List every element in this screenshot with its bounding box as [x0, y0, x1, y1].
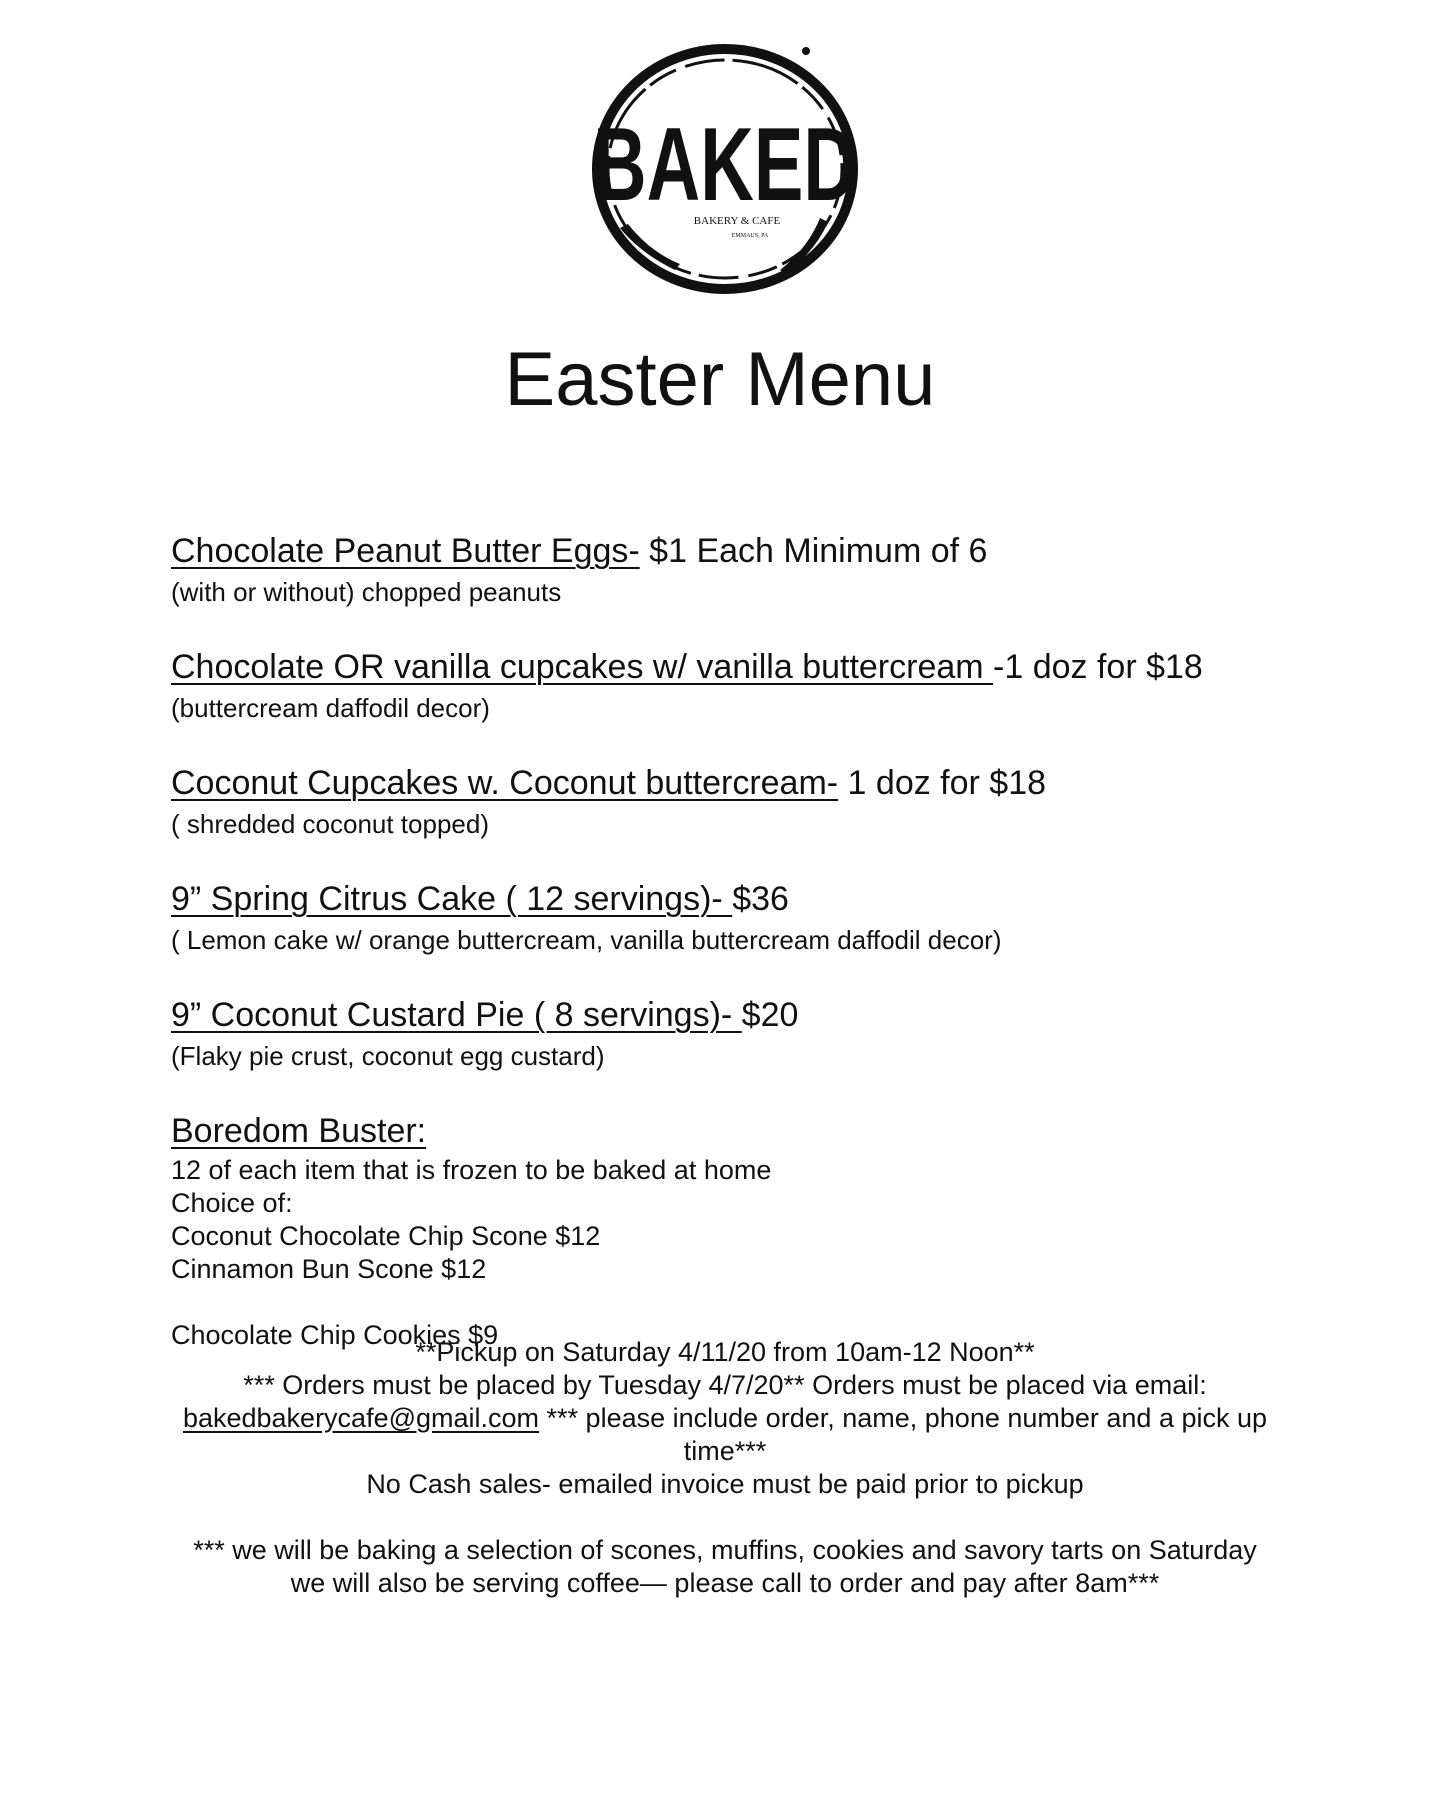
menu-item-header	[171, 876, 1401, 922]
menu-item-price: $1 Each Minimum of 6	[639, 532, 988, 570]
menu-item-price: -1 doz for $18	[993, 648, 1203, 686]
menu-item-price: $36	[732, 880, 789, 918]
logo-ink-splash	[802, 47, 810, 55]
menu-item	[171, 876, 1401, 958]
orders-note	[180, 1369, 1270, 1468]
menu-item-note: (Flaky pie crust, coconut egg custard)	[171, 1041, 605, 1071]
pickup-note: **Pickup on Saturday 4/11/20 from 10am-12 Noon**	[415, 1337, 1035, 1367]
baked-logo	[580, 38, 870, 300]
menu-item-header	[171, 992, 1401, 1038]
boredom-buster-heading-text: Boredom Buster:	[171, 1112, 427, 1150]
menu-item-header	[171, 528, 1401, 574]
boredom-buster-line: Choice of:	[171, 1188, 293, 1218]
menu-item-name: Chocolate OR vanilla cupcakes w/ vanilla buttercream	[171, 648, 994, 686]
menu-item-price: 1 doz for $18	[838, 764, 1047, 802]
logo-ink-drop	[641, 261, 647, 267]
menu-list	[171, 528, 1401, 1386]
spacer	[180, 1501, 1270, 1534]
boredom-buster-heading	[171, 1108, 1401, 1154]
payment-note: No Cash sales- emailed invoice must be paid prior to pickup	[366, 1469, 1084, 1499]
boredom-buster-line: 12 of each item that is frozen to be baked at home	[171, 1155, 772, 1185]
menu-item-name: Coconut Cupcakes w. Coconut buttercream-	[171, 764, 839, 802]
menu-item-price: $20	[741, 996, 799, 1034]
menu-item-header	[171, 760, 1401, 806]
menu-item	[171, 528, 1401, 610]
menu-item-note: (buttercream daffodil decor)	[171, 693, 490, 723]
spacer	[171, 1286, 1401, 1319]
boredom-buster-extra: Chocolate Chip Cookies $9	[171, 1320, 499, 1350]
orders-note-suffix: *** please include order, name, phone number and a pick up time***	[539, 1403, 1268, 1466]
logo-location-text: EMMAUS, PA	[731, 233, 769, 239]
boredom-buster-section	[171, 1108, 1401, 1352]
email-link[interactable]: bakedbakerycafe@gmail.com	[182, 1403, 540, 1433]
menu-item-note: ( shredded coconut topped)	[171, 809, 489, 839]
footer-notes	[180, 1336, 1270, 1600]
menu-item	[171, 644, 1401, 726]
boredom-buster-line: Cinnamon Bun Scone $12	[171, 1254, 487, 1284]
saturday-note: *** we will be baking a selection of scones, muffins, cookies and savory tarts on Saturday we will also be serving coffee— please call to order and pay after 8am***	[193, 1535, 1257, 1598]
menu-item	[171, 760, 1401, 842]
logo-brand-text: BAKED	[593, 107, 857, 223]
menu-item-header	[171, 644, 1401, 690]
menu-item-note: (with or without) chopped peanuts	[171, 577, 562, 607]
page-title: Easter Menu	[504, 337, 936, 422]
menu-item-name: Chocolate Peanut Butter Eggs-	[171, 532, 640, 570]
menu-item-name: 9” Coconut Custard Pie ( 8 servings)-	[171, 996, 742, 1034]
boredom-buster-line: Coconut Chocolate Chip Scone $12	[171, 1221, 601, 1251]
orders-note-prefix: *** Orders must be placed by Tuesday 4/7/20** Orders must be placed via email:	[243, 1370, 1207, 1400]
menu-item-note: ( Lemon cake w/ orange buttercream, vanilla buttercream daffodil decor)	[171, 925, 1002, 955]
logo-subtitle-text: BAKERY & CAFE	[693, 215, 781, 227]
menu-item	[171, 992, 1401, 1074]
menu-item-name: 9” Spring Citrus Cake ( 12 servings)-	[171, 880, 733, 918]
